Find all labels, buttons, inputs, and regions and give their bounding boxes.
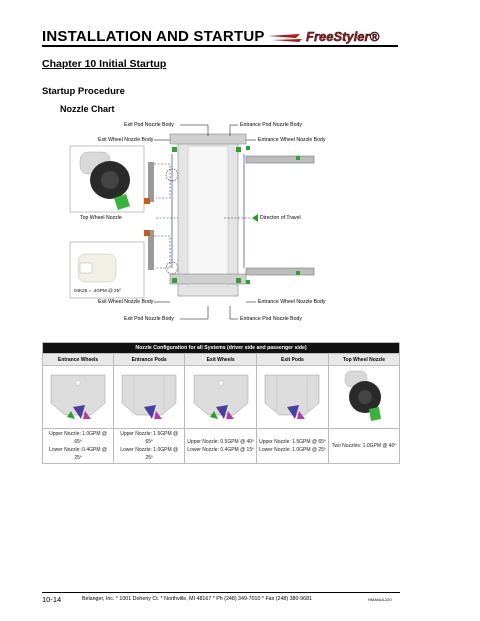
freestyler-logo — [266, 26, 396, 46]
label-entrance-wheel-bottom: Entrance Wheel Nozzle Body — [258, 299, 326, 305]
table-title: Nozzle Configuration for all Systems (driver side and passenger side) — [43, 343, 400, 354]
orange-nozzle-1 — [144, 198, 150, 204]
table-cell: Upper Nozzle: 0.5GPM @ 40º Lower Nozzle: 0.4GPM @ 15º — [185, 429, 257, 464]
nozzle-image-cell — [43, 366, 114, 429]
orange-nozzle-2 — [144, 230, 150, 236]
nozzle-diagram — [60, 118, 420, 330]
column-header: Entrance Pods — [114, 354, 185, 366]
nozzle-config-table — [42, 342, 400, 464]
subsection-heading: Nozzle Chart — [60, 104, 115, 114]
bottom-rail — [170, 274, 246, 284]
logo-text: FreeStyler® — [306, 29, 380, 44]
label-exit-pod-top: Exit Pod Nozzle Body — [124, 122, 174, 128]
nozzle-marker — [236, 278, 241, 283]
label-exit-pod-bottom: Exit Pod Nozzle Body — [124, 316, 174, 322]
label-direction-of-travel: Directon of Travel — [260, 215, 301, 221]
nozzle-body-image — [116, 367, 182, 425]
dashed-path-top — [154, 164, 170, 198]
nozzle-marker — [296, 156, 300, 160]
label-nozzle-spec: 04K25 = .4GPM @ 25º — [74, 288, 121, 293]
top-arm — [246, 156, 314, 163]
nozzle-body-image — [45, 367, 111, 425]
left-pod-top — [148, 162, 154, 202]
table-cell: Upper Nozzle: 1.0GPM @ 65º Lower Nozzle: 0.4GPM @ 25º — [43, 429, 114, 464]
nozzle-marker — [246, 146, 250, 150]
label-top-wheel: Top Wheel Nozzle — [80, 215, 122, 221]
table-cell: Two Nozzles: 1.0GPM @ 40º — [328, 429, 399, 464]
direction-arrow-icon — [252, 214, 258, 222]
footer-rule — [42, 592, 400, 593]
dashed-path-bottom — [154, 236, 170, 268]
nozzle-image-cell — [257, 366, 329, 429]
bottom-arm — [246, 268, 314, 275]
column-header: Entrance Wheels — [43, 354, 114, 366]
column-header: Top Wheel Nozzle — [328, 354, 399, 366]
label-entrance-wheel-top: Entrance Wheel Nozzle Body — [258, 137, 326, 143]
nozzle-image-cell — [185, 366, 257, 429]
nozzle-body-image — [259, 367, 325, 425]
table-cell: Upper Nozzle: 1.5GPM @ 65º Lower Nozzle: 1.0GPM @ 25º — [114, 429, 185, 464]
label-entrance-pod-top: Entrance Pod Nozzle Body — [240, 122, 302, 128]
column-header: Exit Pods — [257, 354, 329, 366]
header-rule — [42, 45, 398, 47]
page-header-title: INSTALLATION AND STARTUP — [42, 28, 265, 45]
nozzle-image-cell — [114, 366, 185, 429]
table-cell: Upper Nozzle: 1.5GPM @ 65º Lower Nozzle: 1.0GPM @ 25º — [257, 429, 329, 464]
page-number: 10-14 — [42, 595, 62, 604]
nozzle-marker — [172, 147, 177, 152]
chapter-heading: Chapter 10 Initial Startup — [42, 58, 167, 70]
nozzle-marker — [296, 271, 300, 275]
nozzle-image-cell — [328, 366, 399, 429]
nozzle-marker — [246, 280, 250, 284]
top-wheel-nozzle-image — [331, 367, 397, 425]
nozzle-body-image — [188, 367, 254, 425]
spec-nozzle-tip — [80, 263, 92, 273]
nozzle-marker — [172, 278, 177, 283]
footer-address: Belanger, Inc. * 1001 Doheny Ct. * Northville, MI 48167 * Ph (248) 349-7010 * Fax (248) 380-9681 — [82, 596, 312, 602]
nozzle-marker — [236, 147, 241, 152]
wash-frame-inner — [188, 146, 228, 286]
label-exit-wheel-bottom: Exit Wheel Nozzle Body — [98, 299, 154, 305]
label-exit-wheel-top: Exit Wheel Nozzle Body — [98, 137, 154, 143]
wheel-nozzle-cap-center — [101, 171, 119, 189]
footer-code: HMANUL220 — [368, 597, 392, 602]
label-entrance-pod-bottom: Entrance Pod Nozzle Body — [240, 316, 302, 322]
section-heading: Startup Procedure — [42, 86, 125, 97]
column-header: Exit Wheels — [185, 354, 257, 366]
